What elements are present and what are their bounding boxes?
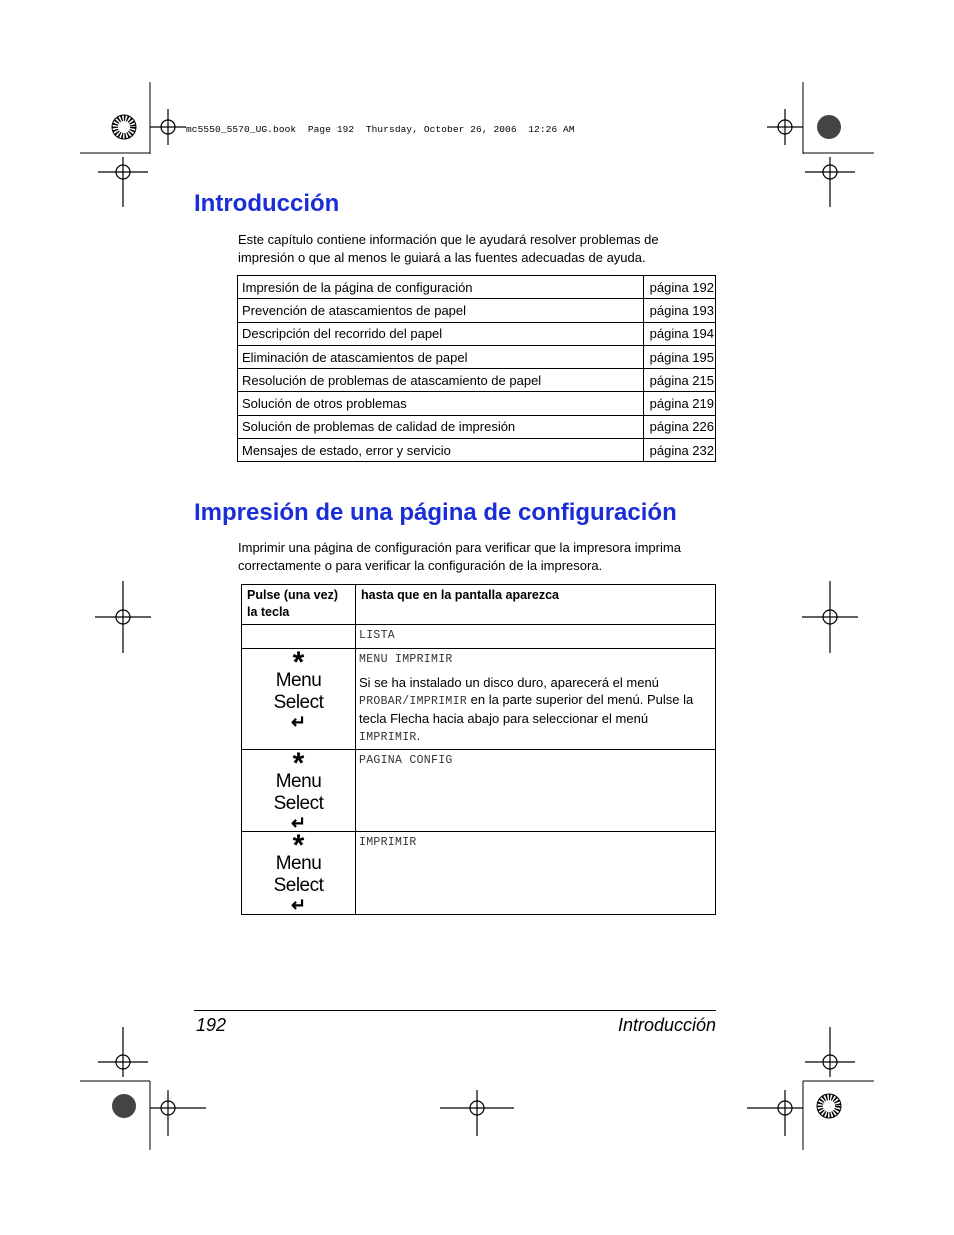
menu-select-key: * Menu Select ↵ [242,832,356,915]
toc-row [238,322,716,345]
toc-label: Solución de problemas de calidad de impresión [238,415,644,438]
star-icon: * [292,829,305,862]
display-cell: LISTA [356,625,716,649]
toc-label: Resolución de problemas de atascamiento de papel [238,369,644,392]
footer-section-title: Introducción [617,1015,716,1035]
toc-row [238,369,716,392]
toc-row [238,276,716,299]
enter-arrow-icon: ↵ [290,895,307,915]
enter-arrow-icon: ↵ [290,712,307,732]
toc-row [238,345,716,368]
display-cell: MENU IMPRIMIR Si se ha instalado un disco duro, aparecerá el menú PROBAR/IMPRIMIR en la parte superior del menú. Pulse la tecla Flecha hacia abajo para seleccionar el menú IMPRIMIR. [356,649,716,750]
toc-page: página 226 [644,415,716,438]
toc-row [238,415,716,438]
empty-key-cell [242,625,356,649]
toc-label: Impresión de la página de configuración [238,276,644,299]
page-number: 192 [196,1015,227,1035]
toc-page: página 232 [644,439,716,462]
config-intro-paragraph: Imprimir una página de configuración para verificar que la impresora imprima correctamente o para verificar la configuración de la impresora. [238,540,681,573]
toc-label: Prevención de atascamientos de papel [238,299,644,322]
toc-page: página 194 [644,322,716,345]
column-header-key: Pulse (una vez) la tecla [242,585,356,625]
print-header: mc5550_5570_UG.book Page 192 Thursday, October 26, 2006 12:26 AM [186,124,575,135]
toc-page: página 195 [644,345,716,368]
toc-label: Eliminación de atascamientos de papel [238,345,644,368]
enter-arrow-icon: ↵ [290,813,307,833]
hard-disk-note: Si se ha instalado un disco duro, aparecerá el menú PROBAR/IMPRIMIR en la parte superior del menú. Pulse la tecla Flecha hacia abajo para seleccionar el menú IMPRIMIR. [359,675,694,744]
toc-page: página 193 [644,299,716,322]
toc-row [238,299,716,322]
display-cell: PAGINA CONFIG [356,750,716,832]
star-icon: * [292,747,305,780]
toc-row [238,392,716,415]
section-title-introduccion: Introducción [194,190,340,217]
toc-label: Mensajes de estado, error y servicio [238,439,644,462]
contents-table [237,275,716,462]
toc-page: página 192 [644,276,716,299]
toc-page: página 215 [644,369,716,392]
star-icon: * [292,646,305,679]
menu-select-key: * Menu Select ↵ [242,750,356,832]
menu-select-key: * Menu Select ↵ [242,649,356,750]
footer-rule [194,1010,716,1011]
key-sequence-table [241,584,716,915]
toc-label: Descripción del recorrido del papel [238,322,644,345]
display-cell: IMPRIMIR [356,832,716,915]
intro-paragraph: Este capítulo contiene información que le ayudará resolver problemas de impresión o que al menos le guiará a las fuentes adecuadas de ayuda. [238,232,659,265]
column-header-display: hasta que en la pantalla aparezca [356,585,716,625]
toc-label: Solución de otros problemas [238,392,644,415]
toc-row [238,439,716,462]
toc-page: página 219 [644,392,716,415]
section-title-config-page: Impresión de una página de configuración [194,499,677,526]
